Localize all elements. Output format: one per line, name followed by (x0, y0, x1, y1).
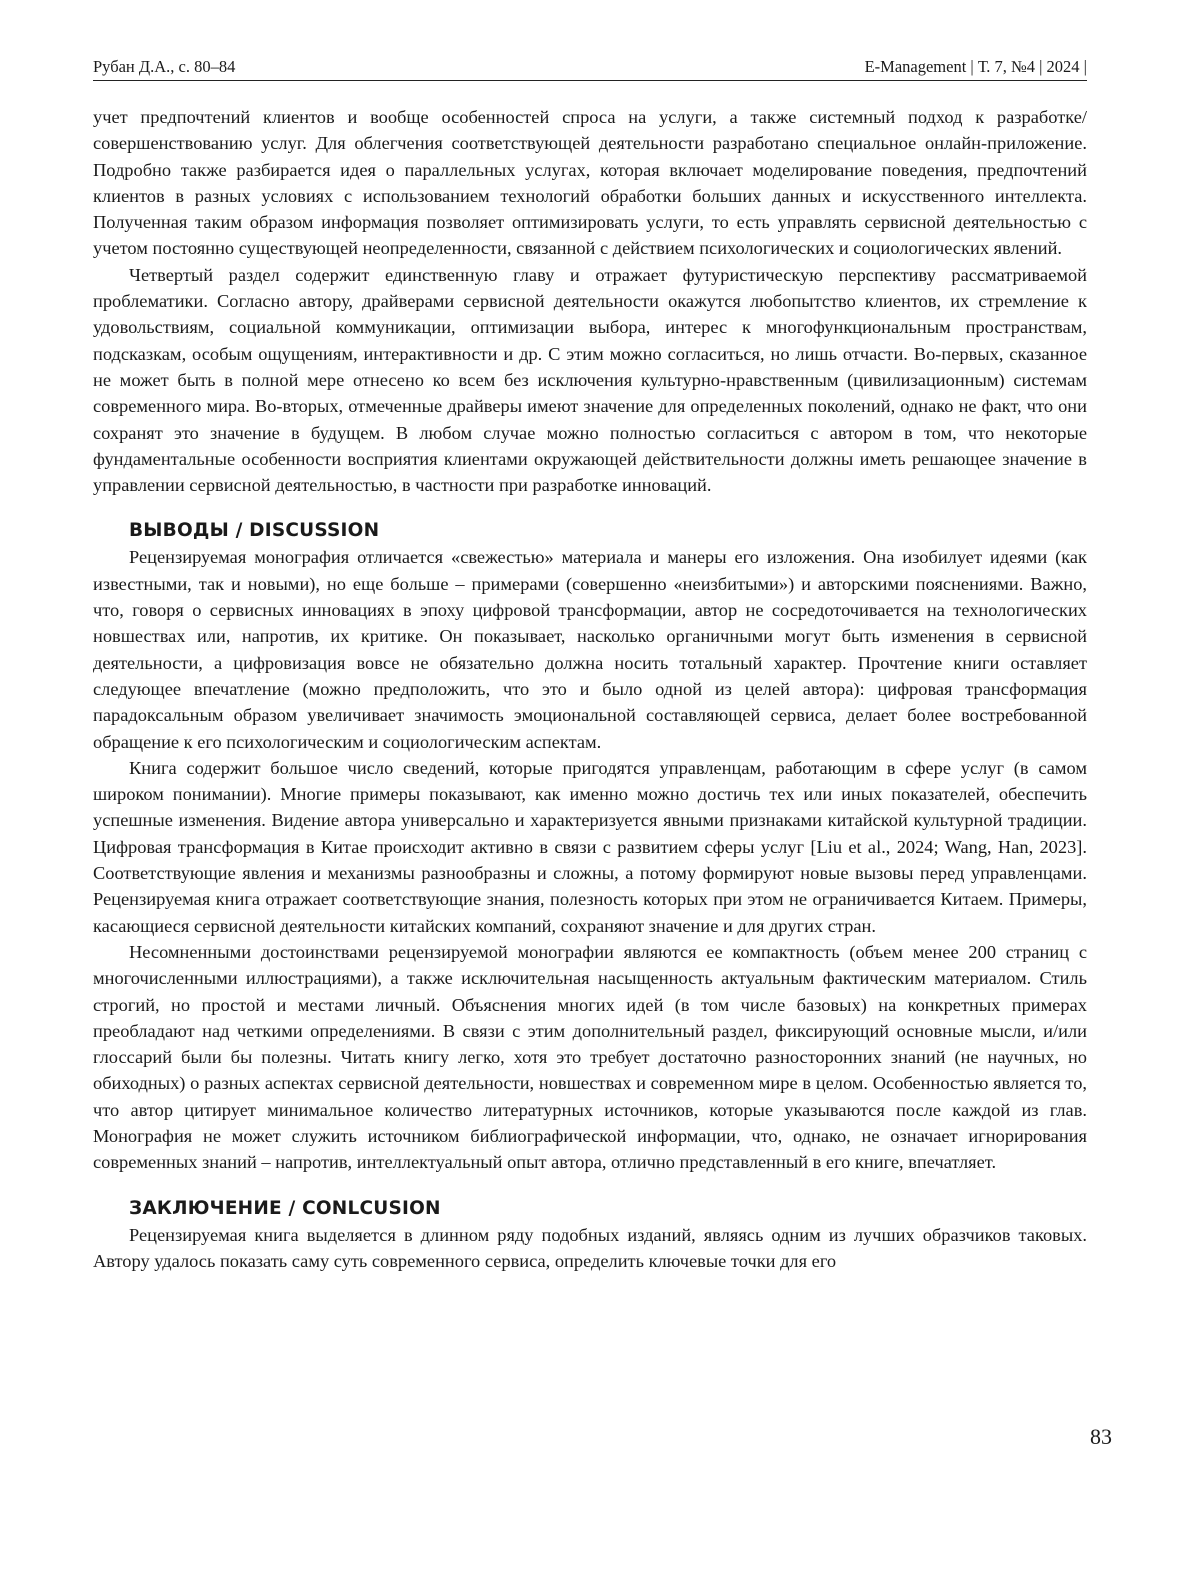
paragraph-discussion-1: Рецензируемая монография отличается «свежестью» материала и манеры его изложения. Она изобилует идеями (как известными, так и новыми), но еще больше – примерами (совершенно «неизбитыми») и автор­скими пояснениями. Важно, что, говоря о сервисных инновациях в эпоху цифровой трансформации, автор не сосредоточивается на технологических новшествах или, напротив, их критике. Он показывает, насколько органичными могут быть изменения в сервисной деятельности, а цифровизация вовсе не обязательно долж­на носить тотальный характер. Прочтение книги оставляет следующее впечатление (можно предположить, что это и было одной из целей автора): цифровая трансформация парадоксальным образом увеличивает зна­чимость эмоциональной составляющей сервиса, делает более востребованной обращение к его психологи­ческим и социологическим аспектам. (93, 544, 1087, 754)
page-number: 83 (1090, 1424, 1112, 1450)
paragraph-fourth-section: Четвертый раздел содержит единственную главу и отражает футуристическую перспективу рассматри­ваемой проблематики. Согласно автору, драйверами сервисной деятельности окажутся любопытство кли­ентов, их стремление к удовольствиям, социальной коммуникации, оптимизации выбора, интерес к много­функциональным пространствам, подсказкам, особым ощущениям, интерактивности и др. С этим можно согласиться, но лишь отчасти. Во-первых, сказанное не может быть в полной мере отнесено ко всем без ис­ключения культурно-нравственным (цивилизационным) системам современного мира. Во-вторых, отмечен­ные драйверы имеют значение для определенных поколений, однако не факт, что они сохранят это значение в будущем. В любом случае можно полностью согласиться с автором в том, что некоторые фундаменталь­ные особенности восприятия клиентами окружающей действительности должны иметь решающее значение в управлении сервисной деятельностью, в частности при разработке инноваций. (93, 262, 1087, 499)
header-journal-info: E-Management | Т. 7, №4 | 2024 | (865, 54, 1087, 80)
paragraph-discussion-2: Книга содержит большое число сведений, которые пригодятся управленцам, работающим в сфере услуг (в самом широком понимании). Многие примеры показывают, как именно можно достичь тех или иных по­казателей, обеспечить успешные изменения. Видение автора универсально и характеризуется явными при­знаками китайской культурной традиции. Цифровая трансформация в Китае происходит активно в связи с развитием сферы услуг [Liu et al., 2024; Wang, Han, 2023]. Соответствующие явления и механизмы разно­образны и сложны, а потому формируют новые вызовы перед управленцами. Рецензируемая книга отража­ет соответствующие знания, полезность которых при этом не ограничивается Китаем. Примеры, касающи­еся сервисной деятельности китайских компаний, сохраняют значение и для других стран. (93, 755, 1087, 939)
paragraph-continuation: учет предпочтений клиентов и вообще особенностей спроса на услуги, а также системный подход к разра­ботке/совершенствованию услуг. Для облегчения соответствующей деятельности разработано специальное онлайн-приложение. Подробно также разбирается идея о параллельных услугах, которая включает моде­лирование поведения, предпочтений клиентов в разных условиях с использованием технологий обработки больших данных и искусственного интеллекта. Полученная таким образом информация позволяет оптими­зировать услуги, то есть управлять сервисной деятельностью с учетом постоянно существующей неопреде­ленности, связанной с действием психологических и социологических явлений. (93, 104, 1087, 262)
paragraph-discussion-3: Несомненными достоинствами рецензируемой монографии являются ее компактность (объем менее 200 страниц с многочисленными иллюстрациями), а также исключительная насыщенность актуальным фак­тическим материалом. Стиль строгий, но простой и местами личный. Объяснения многих идей (в том числе базовых) на конкретных примерах преобладают над четкими определениями. В связи с этим дополнительный раздел, фиксирующий основные мысли, и/или глоссарий были бы полезны. Читать книгу легко, хотя это тре­бует достаточно разносторонних знаний (не научных, но обиходных) о разных аспектах сервисной деятель­ности, новшествах и современном мире в целом. Особенностью является то, что автор цитирует минималь­ное количество литературных источников, которые указываются после каждой из глав. Монография не может служить источником библиографической информации, что, однако, не означает игнорирования современ­ных знаний – напротив, интеллектуальный опыт автора, отлично представленный в его книге, впечатляет. (93, 939, 1087, 1176)
running-header (93, 54, 1087, 81)
article-body (93, 104, 1087, 1274)
heading-conclusion: ЗАКЛЮЧЕНИЕ / CONLCUSION (129, 1196, 1087, 1222)
header-author-pages: Рубан Д.А., с. 80–84 (93, 54, 235, 80)
paragraph-conclusion-1: Рецензируемая книга выделяется в длинном ряду подобных изданий, являясь одним из лучших образчи­ков таковых. Автору удалось показать саму суть современного сервиса, определить ключевые точки для его (93, 1222, 1087, 1275)
heading-discussion: ВЫВОДЫ / DISCUSSION (129, 518, 1087, 544)
